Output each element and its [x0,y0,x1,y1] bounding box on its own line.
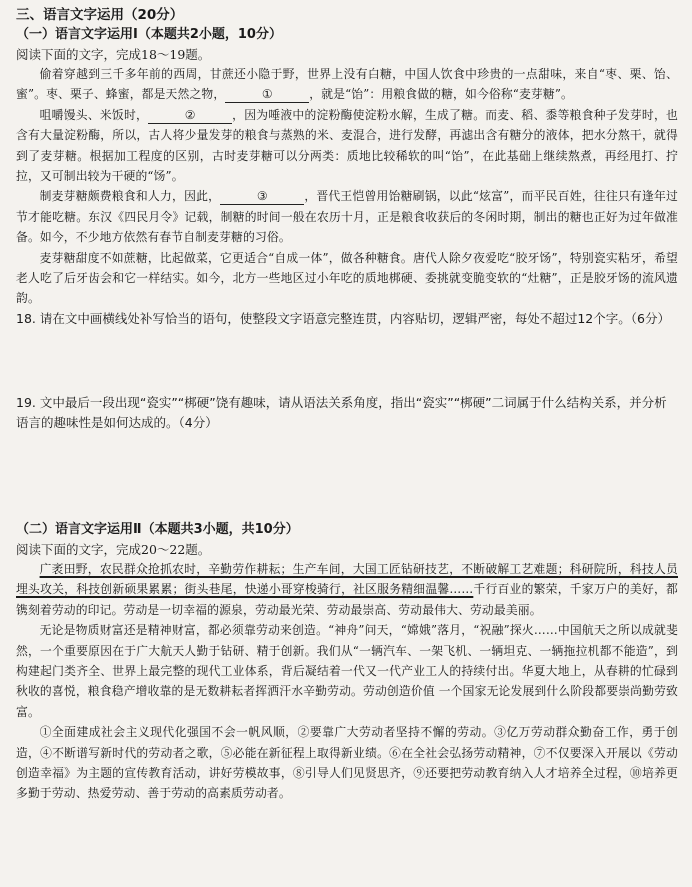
part2-paragraph-3: ①全面建成社会主义现代化强国不会一帆风顺，②要靠广大劳动者坚持不懈的劳动。③亿万劳动群众勤奋工作，勇于创造，④不断谱写新时代的劳动者之歌，⑤必能在新征程上取得新业绩。⑥在全社会弘扬劳动精神，⑦不仅要深入开展以《劳动创造幸福》为主题的宣传教育活动，讲好劳模故事，⑧引导人们见贤思齐，⑨还要把劳动教育纳入人才培养全过程，⑩培养更多勤于劳动、热爱劳动、善于劳动的高素质劳动者。 [16,725,678,801]
part1-paragraph-2 [16,105,678,187]
part1-paragraph-1 [16,64,678,105]
part2-title: （二）语言文字运用Ⅱ（本题共3小题，共10分） [16,521,299,537]
part1-paragraph-3 [16,186,678,247]
part1-paragraph-4: 麦芽糖甜度不如蔗糖，比起做菜，它更适合“自成一体”，做各种糖食。唐代人除夕夜爱吃“胶牙饧”，特别瓷实粘牙，希望老人吃了后牙齿会和它一样结实。如今，北方一些地区过小年吃的质地梆硬、委挑就变脆变软的“灶糖”，正是胶牙饧的流风遗韵。 [16,250,678,306]
section-title: 三、语言文字运用（20分） [16,7,184,23]
blank-2: ② [148,107,232,124]
text-run: ，就是“饴”：用粮食做的糖，如今俗称“麦芽糖”。 [309,87,573,102]
part2-intro: 阅读下面的文字，完成20～22题。 [16,541,211,557]
text-run: ，晋代王恺曾用饴糖刷锅，以此“炫富”，而平民百姓，往往只有逢年过节才能吃糖。东汉《四民月令》记载，制糖的时间一般在农历十月，正是粮食收获后的冬闲时期，制出的糖也正好为过年做准备。如今，不少地方依然有春节自制麦芽糖的习俗。 [16,189,678,245]
question-19: 19. 文中最后一段出现“瓷实”“梆硬”饶有趣味，请从语法关系角度，指出“瓷实”“梆硬”二词属于什么结构关系，并分析语言的趣味性是如何达成的。（4分） [16,394,667,430]
text-run: 制麦芽糖颇费粮食和人力，因此， [39,189,221,204]
text-run: 偷着穿越到三千多年前的西周，甘蔗还小隐于野，世界上没有白糖，中国人饮食中珍贵的一点甜味，来自“枣、栗、饴、蜜”。枣、栗子、蜂蜜，都是天然之物， [16,67,678,102]
part2-paragraph-1 [16,559,678,620]
question-18: 18. 请在文中画横线处补写恰当的语句，使整段文字语意完整连贯，内容贴切，逻辑严密，每处不超过12个字。（6分） [16,310,670,326]
blank-1: ① [225,86,309,103]
blank-3: ③ [220,188,304,205]
answer-space [16,433,678,519]
text-run: ，因为唾液中的淀粉酶使淀粉水解，生成了糖。而麦、稻、黍等粮食种子发芽时，也含有大量淀粉酶，所以，古人将少量发芽的粮食与蒸熟的米、麦混合，进行发酵，再滤出含有糖分的液体，把水分熬干，就得到了麦芽糖。根据加工程度的区别，古时麦芽糖可以分两类：质地比较稀软的叫“饴”，在此基础上继续熬煮，再经甩打、拧拉，又可制出较为干硬的“饧”。 [16,107,678,184]
text-run: 咀嚼馒头、米饭时， [39,107,149,122]
answer-space [16,329,678,393]
part1-title: （一）语言文字运用Ⅰ（本题共2小题，10分） [16,27,282,42]
part1-intro: 阅读下面的文字，完成18～19题。 [16,47,211,62]
part2-paragraph-2: 无论是物质财富还是精神财富，都必须靠劳动来创造。“神舟”问天，“嫦娥”落月，“祝融”探火……中国航天之所以成就斐然，一个重要原因在于广大航天人勤于钻研、精于创新。我们从“一辆汽车、一架飞机、一辆坦克、一辆拖拉机都不能造”，到构建起门类齐全、世界上最完整的现代工业体系，背后凝结着一代又一代产业工人的持续付出。华夏大地上，从春耕的忙碌到秋收的喜悦，粮食稳产增收靠的是无数耕耘者挥洒汗水辛勤劳动。劳动创造价值 一个国家无论发展到什么阶段都要崇尚勤劳致富。 [16,623,678,719]
underlined-passage: 广袤田野，农民群众抢抓农时，辛勤劳作耕耘；生产车间，大国工匠钻研技艺，不断破解工艺难题；科研院所，科技人员埋头攻关，科技创新硕果累累；街头巷尾，快递小哥穿梭骑行，社区服务精细温馨…… [16,561,678,597]
text-run: 千行百业的繁荣，千家万户的美好，都镌刻着劳动的印记。劳动是一切幸福的源泉，劳动最光荣、劳动最崇高、劳动最伟大、劳动最美丽。 [16,582,679,617]
